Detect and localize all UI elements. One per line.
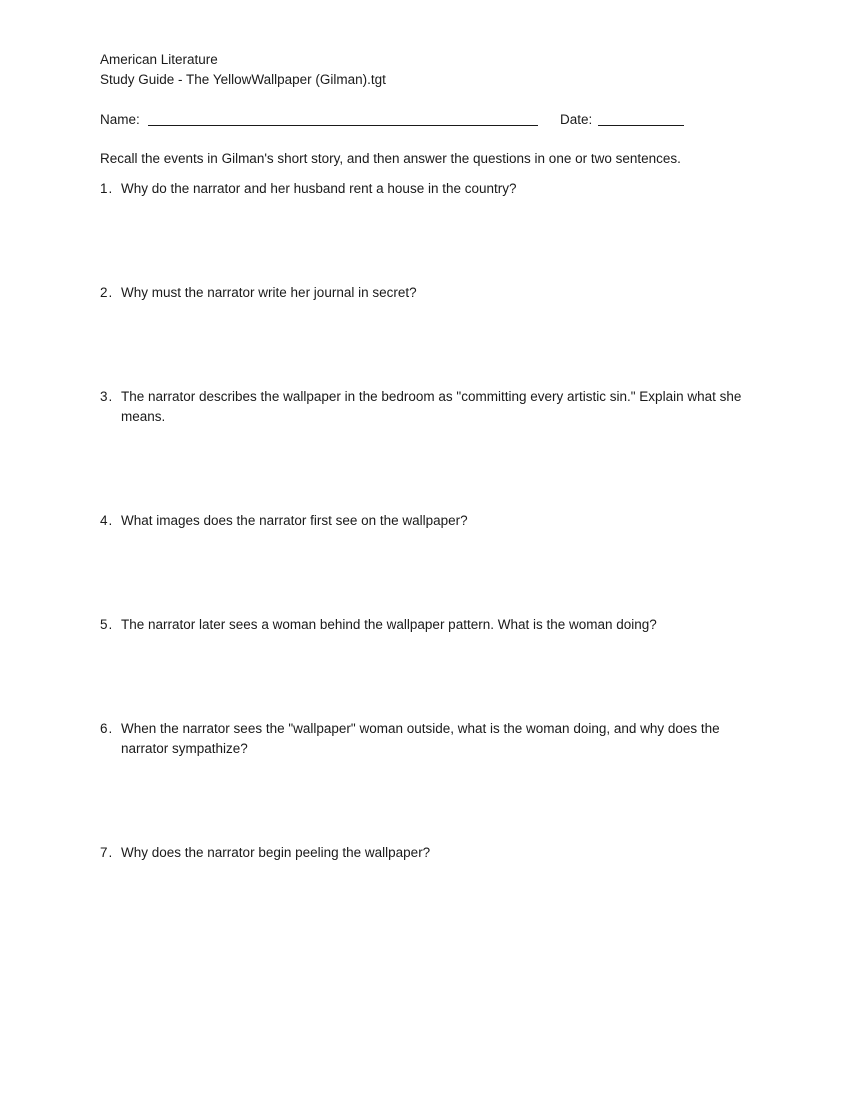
question-text: What images does the narrator first see on the wallpaper? [121, 513, 468, 528]
name-label: Name: [100, 112, 140, 127]
question-text: Why do the narrator and her husband rent a house in the country? [121, 181, 517, 196]
question-number: 3. [100, 389, 114, 404]
date-blank-line [598, 125, 684, 126]
question-number: 2. [100, 285, 114, 300]
question-text: The narrator describes the wallpaper in the bedroom as "committing every artistic sin." Explain what she means. [121, 389, 742, 424]
question-number: 4. [100, 513, 114, 528]
instructions: Recall the events in Gilman's short story, and then answer the questions in one or two sentences. [100, 151, 681, 166]
name-date-row [100, 110, 700, 130]
question-number: 5. [100, 617, 114, 632]
question-number: 1. [100, 181, 114, 196]
question-number: 7. [100, 845, 114, 860]
question-text: The narrator later sees a woman behind the wallpaper pattern. What is the woman doing? [121, 617, 657, 632]
course-title: American Literature [100, 52, 218, 67]
question-text: Why does the narrator begin peeling the wallpaper? [121, 845, 431, 860]
question-text: Why must the narrator write her journal in secret? [121, 285, 417, 300]
guide-title: Study Guide - The YellowWallpaper (Gilman).tgt [100, 72, 386, 87]
question-text: When the narrator sees the "wallpaper" woman outside, what is the woman doing, and why does the narrator sympathize? [121, 721, 720, 756]
date-label: Date: [560, 112, 593, 127]
question-number: 6. [100, 721, 114, 736]
name-blank-line [148, 125, 538, 126]
